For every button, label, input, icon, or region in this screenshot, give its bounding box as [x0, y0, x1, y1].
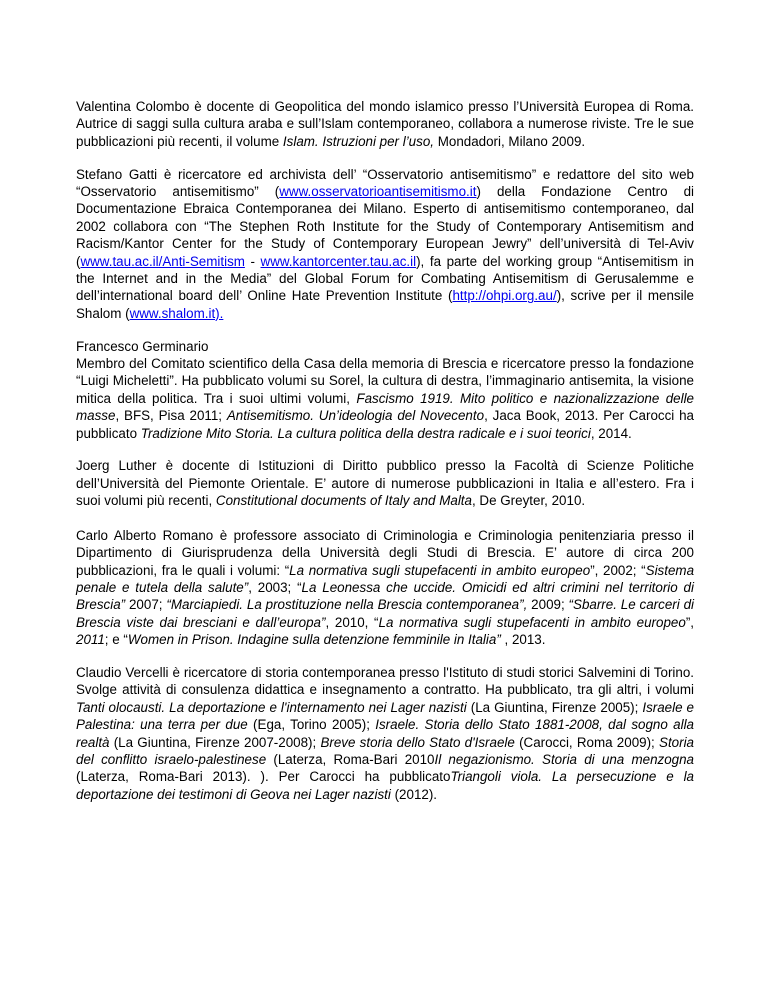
book-title: Tradizione Mito Storia. La cultura politica della destra radicale e i suoi teorici — [140, 425, 591, 441]
book-title: Constitutional documents of Italy and Malta — [215, 493, 472, 509]
book-title: La normativa sugli stupefacenti in ambito europeo — [378, 614, 686, 630]
link-tau[interactable]: www.tau.ac.il/Anti-Semitism — [80, 253, 245, 269]
bio-gatti — [76, 166, 694, 323]
bio-text: Carlo Alberto Romano è professore associato di Criminologia e Criminologia penitenziaria presso il Dipartimento di Giurisprudenza della Università degli Studi di Brescia. E’ autore di circa 200 pubblicazioni, fra le quali i volumi: “ — [76, 527, 694, 578]
bio-name: Francesco Germinario — [76, 338, 209, 354]
book-title: Fascismo 1919. Mito politico e nazionalizzazione delle masse — [76, 390, 694, 424]
bio-text: Mondadori, Milano 2009. — [434, 133, 586, 149]
bio-text: , 2014. — [590, 425, 632, 441]
book-title: Breve storia dello Stato d'Israele — [320, 734, 515, 750]
bio-text: 2009; — [527, 597, 569, 613]
book-title: La Leonessa che uccide. Omicidi ed altri crimini nel territorio di Brescia” — [76, 579, 694, 613]
link-kantorcenter[interactable]: www.kantorcenter.tau.ac.il — [260, 253, 417, 269]
bio-text: , 2010, “ — [325, 614, 379, 630]
document-page — [76, 98, 694, 819]
bio-text: (Laterza, Roma-Bari 2013). ). Per Carocci ha pubblicato — [76, 769, 451, 785]
book-title: Sistema penale e tutela della salute” — [76, 562, 695, 595]
bio-romano — [76, 527, 694, 649]
book-title: Storia del conflitto israelo-palestinese — [76, 734, 694, 767]
book-title: Women in Prison. Indagine sulla detenzione femminile in Italia” — [127, 632, 501, 648]
year: 2011 — [76, 632, 105, 648]
bio-luther — [76, 457, 694, 509]
bio-text: (Carocci, Roma 2009); — [514, 734, 660, 750]
bio-text: ; e “ — [104, 632, 128, 648]
book-title: La normativa sugli stupefacenti in ambito europeo — [289, 562, 591, 578]
bio-text: ”, 2002; “ — [590, 562, 646, 578]
bio-germinario — [76, 338, 694, 442]
bio-text: Membro del Comitato scientifico della Casa della memoria di Brescia e ricercatore presso la fondazione “Luigi Micheletti”. Ha pubblicato volumi su Sorel, la cultura di destra, l’immaginario antisemita, la visione mitica della politica. Tra i suoi ultimi volumi, — [76, 356, 694, 406]
book-title: “Marciapiedi. La prostituzione nella Brescia contemporanea”, — [166, 597, 528, 613]
book-title: Israele. Storia dello Stato 1881-2008, dal sogno alla realtà — [76, 717, 695, 750]
bio-text: ) della Fondazione Centro di Documentazione Ebraica Contemporanea dei Milano. Esperto di antisemitismo contemporaneo, dal 2002 collabora con “The Stephen Roth Institute for the Study of Contemporary Antisemitism and Racism/Kantor Center for the Study of Contemporary European Jewry” dell’università di Tel-Aviv ( — [76, 184, 695, 269]
book-title: Islam. Istruzioni per l’uso, — [282, 133, 434, 149]
book-title: Antisemitismo. Un’ideologia del Novecento — [226, 408, 485, 424]
bio-text: , Jaca Book, 2013. Per Carocci ha pubblicato — [76, 408, 694, 441]
bio-text: ), fa parte del working group “Antisemitism in the Internet and in the Media” del Global Forum for Combating Antisemitism di Gerusalemme e dell’international board dell’ Online Hate Prevention Institute ( — [76, 253, 694, 304]
bio-text: (La Giuntina, Firenze 2007-2008); — [109, 734, 321, 750]
bio-text: (Ega, Torino 2005); — [247, 717, 376, 733]
bio-text: (2012). — [390, 786, 438, 802]
bio-text: , 2003; “ — [248, 579, 302, 595]
bio-text: , 2013. — [500, 632, 546, 648]
bio-text: Stefano Gatti è ricercatore ed archivista dell’ “Osservatorio antisemitismo” e redattore del sito web “Osservatorio antisemitismo” ( — [76, 166, 694, 200]
bio-text: , BFS, Pisa 2011; — [115, 408, 227, 424]
bio-text: ), scrive per il mensile Shalom ( — [76, 288, 694, 321]
book-title: Triangoli viola. La persecuzione e la deportazione dei testimoni di Geova nei Lager nazisti — [76, 769, 695, 802]
bio-vercelli — [76, 664, 694, 803]
bio-colombo — [76, 98, 694, 150]
bio-text: (Laterza, Roma-Bari 2010 — [266, 751, 435, 767]
bio-text: ”, — [685, 614, 694, 630]
bio-text: (La Giuntina, Firenze 2005); — [466, 699, 643, 715]
link-ohpi[interactable]: http://ohpi.org.au/ — [452, 288, 557, 304]
book-title: Tanti olocausti. La deportazione e l'internamento nei Lager nazisti — [76, 699, 467, 715]
bio-text: Joerg Luther è docente di Istituzioni di Diritto pubblico presso la Facoltà di Scienze Politiche dell’Università del Piemonte Orientale. E’ autore di numerose pubblicazioni in Italia e all’estero. Fra i suoi volumi più recenti, — [76, 458, 694, 509]
bio-text: Valentina Colombo è docente di Geopolitica del mondo islamico presso l’Università Europea di Roma. Autrice di saggi sulla cultura araba e sull’Islam contemporaneo, collabora a numerose riviste. Tre le sue pubblicazioni più recenti, il volume — [76, 99, 694, 149]
book-title: Israele e Palestina: una terra per due — [76, 699, 695, 733]
bio-text: 2007; — [125, 597, 167, 613]
bio-text: Claudio Vercelli è ricercatore di storia contemporanea presso l'Istituto di studi storici Salvemini di Torino. Svolge attività di consulenza didattica e insegnamento a contratto. Ha pubblicato, tra gli altri, i volumi — [76, 664, 694, 698]
link-osservatorio[interactable]: www.osservatorioantisemitismo.it — [279, 184, 477, 200]
book-title: “Sbarre. Le carceri di Brescia viste dai bresciani e dall’europa” — [76, 597, 694, 630]
bio-text: , De Greyter, 2010. — [471, 493, 586, 509]
book-title: Il negazionismo. Storia di una menzogna — [434, 751, 695, 767]
bio-text: - — [244, 253, 261, 269]
link-shalom[interactable]: www.shalom.it). — [129, 305, 224, 321]
